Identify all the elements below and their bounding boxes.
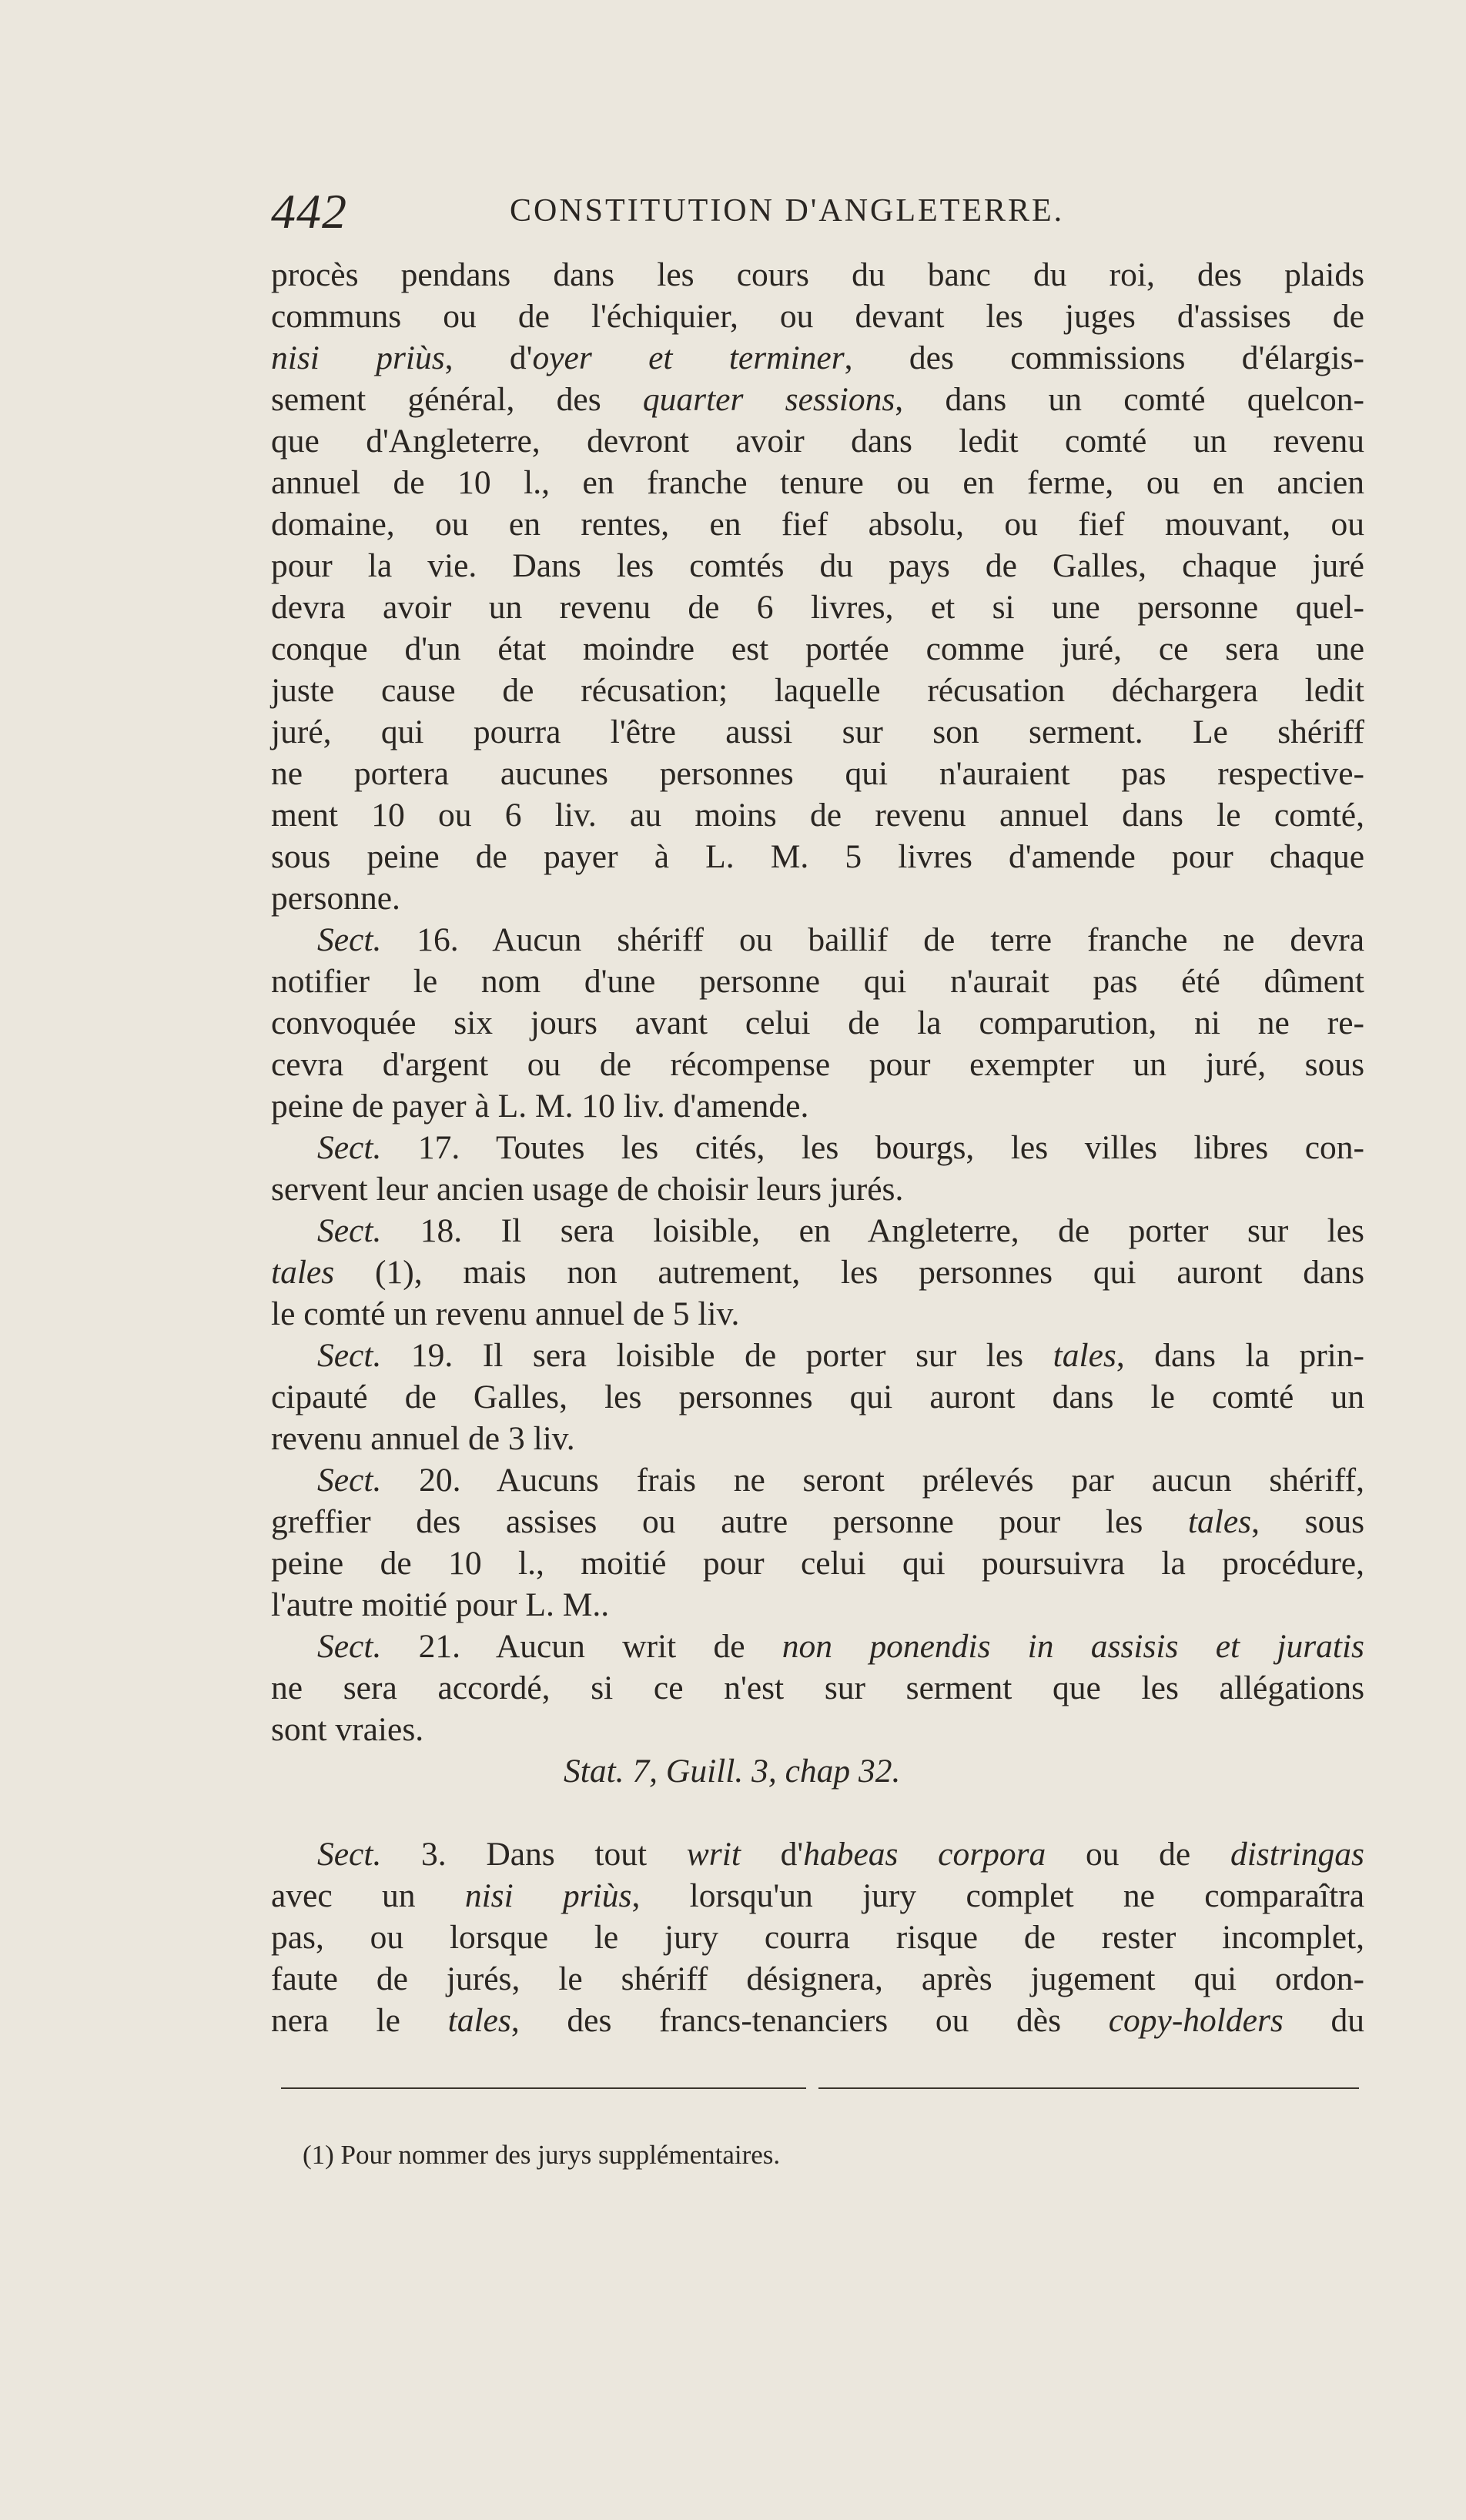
section-20-line (271, 1459, 1364, 1501)
text-line (271, 1252, 1364, 1293)
latin-term: habeas corpora (803, 1836, 1046, 1873)
section-label: Sect. (317, 1836, 382, 1873)
page-number: 442 (271, 184, 347, 239)
text-line (271, 337, 1364, 379)
text-span: 16. Aucun shériff ou baillif de terre franche ne devra (381, 921, 1364, 958)
text-line: convoquée six jours avant celui de la comparution, ni ne re- (271, 1004, 1364, 1041)
footnote-separator (281, 2087, 1359, 2097)
footnote: (1) Pour nommer des jurys supplémentaires. (303, 2140, 781, 2170)
text-span: 18. Il sera loisible, en Angleterre, de porter sur les (381, 1212, 1364, 1249)
section-18-line (271, 1210, 1364, 1252)
text-line: le comté un revenu annuel de 5 liv. (271, 1295, 740, 1332)
latin-term: nisi priùs (464, 1877, 632, 1914)
text-line (271, 379, 1364, 420)
english-term: copy-holders (1108, 2002, 1284, 2039)
text-line: sous peine de payer à L. M. 5 livres d'amende pour chaque (271, 838, 1364, 875)
latin-term: distringas (1230, 1836, 1364, 1873)
text-line: ment 10 ou 6 liv. au moins de revenu annuel dans le comté, (271, 797, 1364, 834)
text-line: l'autre moitié pour L. M.. (271, 1586, 610, 1623)
latin-term: nisi priùs (271, 339, 445, 376)
section-3-line (271, 1833, 1364, 1875)
latin-term: tales (1187, 1503, 1252, 1540)
text-span: 3. Dans tout (381, 1836, 687, 1873)
text-span: , des francs-tenanciers ou dès (510, 2002, 1109, 2039)
page-header (271, 175, 1364, 252)
section-16-line (271, 919, 1364, 961)
text-line: peine de 10 l., moitié pour celui qui poursuivra la procédure, (271, 1545, 1364, 1582)
text-span: , dans un comté quelcon- (895, 381, 1364, 418)
text-line: servent leur ancien usage de choisir leurs jurés. (271, 1171, 904, 1208)
text-line: peine de payer à L. M. 10 liv. d'amende. (271, 1088, 809, 1125)
text-span: 19. Il sera loisible de porter sur les (381, 1337, 1053, 1374)
text-span: 21. Aucun writ de (381, 1628, 782, 1665)
section-label: Sect. (317, 1462, 382, 1499)
text-line: annuel de 10 l., en franche tenure ou en ferme, ou en ancien (271, 464, 1364, 501)
text-line: juré, qui pourra l'être aussi sur son serment. Le shériff (271, 714, 1364, 750)
body-text (271, 254, 1364, 2041)
latin-term: oyer et terminer (532, 339, 845, 376)
text-line: pas, ou lorsque le jury courra risque de rester incomplet, (271, 1919, 1364, 1956)
separator-rule (281, 2087, 806, 2089)
text-line: notifier le nom d'une personne qui n'aurait pas été dûment (271, 963, 1364, 1000)
text-line: conque d'un état moindre est portée comme juré, ce sera une (271, 630, 1364, 667)
text-line: communs ou de l'échiquier, ou devant les juges d'assises de (271, 298, 1364, 335)
text-line (271, 1875, 1364, 1917)
text-line (271, 1501, 1364, 1542)
text-line: cevra d'argent ou de récompense pour exempter un juré, sous (271, 1046, 1364, 1083)
running-head: CONSTITUTION D'ANGLETERRE. (510, 193, 1065, 229)
text-span: (1), mais non autrement, les personnes qui auront dans (334, 1254, 1364, 1291)
latin-term: tales (447, 2002, 511, 2039)
latin-term: tales (1053, 1337, 1116, 1374)
text-span: , lorsqu'un jury complet ne comparaîtra (631, 1877, 1364, 1914)
spacer (271, 1792, 1364, 1833)
text-line: sont vraies. (271, 1711, 424, 1748)
text-span: avec un (271, 1877, 465, 1914)
section-label: Sect. (317, 1337, 382, 1374)
text-line: personne. (271, 880, 400, 917)
text-line: domaine, ou en rentes, en fief absolu, ou fief mouvant, ou (271, 506, 1364, 543)
section-19-line (271, 1335, 1364, 1376)
text-span: greffier des assises ou autre personne pour les (271, 1503, 1188, 1540)
text-line: cipauté de Galles, les personnes qui auront dans le comté un (271, 1379, 1364, 1415)
text-line: faute de jurés, le shériff désignera, après jugement qui ordon- (271, 1960, 1364, 1997)
text-line: ne portera aucunes personnes qui n'auraient pas respective- (271, 755, 1364, 792)
text-span: 17. Toutes les cités, les bourgs, les villes libres con- (381, 1129, 1364, 1166)
text-span: du (1283, 2002, 1365, 2039)
text-span: , d' (444, 339, 533, 376)
separator-rule (818, 2087, 1359, 2089)
english-term: quarter sessions (642, 381, 895, 418)
text-line: ne sera accordé, si ce n'est sur serment que les allégations (271, 1669, 1364, 1706)
text-line: pour la vie. Dans les comtés du pays de Galles, chaque juré (271, 547, 1364, 584)
text-line: procès pendans dans les cours du banc du roi, des plaids (271, 256, 1364, 293)
text-line (271, 2000, 1364, 2041)
section-21-line (271, 1626, 1364, 1667)
section-label: Sect. (317, 921, 382, 958)
latin-term: tales (271, 1254, 335, 1291)
text-span: , des commissions d'élargis- (844, 339, 1365, 376)
text-line: revenu annuel de 3 liv. (271, 1420, 575, 1457)
text-span: , sous (1251, 1503, 1364, 1540)
statute-heading: Stat. 7, Guill. 3, chap 32. (564, 1753, 901, 1790)
text-span: 20. Aucuns frais ne seront prélevés par aucun shériff, (381, 1462, 1364, 1499)
text-span: , dans la prin- (1116, 1337, 1365, 1374)
text-span: sement général, des (271, 381, 643, 418)
text-span: ou de (1046, 1836, 1230, 1873)
section-label: Sect. (317, 1129, 382, 1166)
text-line: juste cause de récusation; laquelle récusation déchargera ledit (271, 672, 1364, 709)
latin-term: writ (686, 1836, 741, 1873)
text-span: nera le (271, 2002, 448, 2039)
section-label: Sect. (317, 1628, 382, 1665)
section-17-line (271, 1127, 1364, 1168)
section-label: Sect. (317, 1212, 382, 1249)
text-line: que d'Angleterre, devront avoir dans ledit comté un revenu (271, 423, 1364, 460)
text-line: devra avoir un revenu de 6 livres, et si une personne quel- (271, 589, 1364, 626)
latin-term: non ponendis in assisis et juratis (782, 1628, 1364, 1665)
text-span: d' (740, 1836, 804, 1873)
